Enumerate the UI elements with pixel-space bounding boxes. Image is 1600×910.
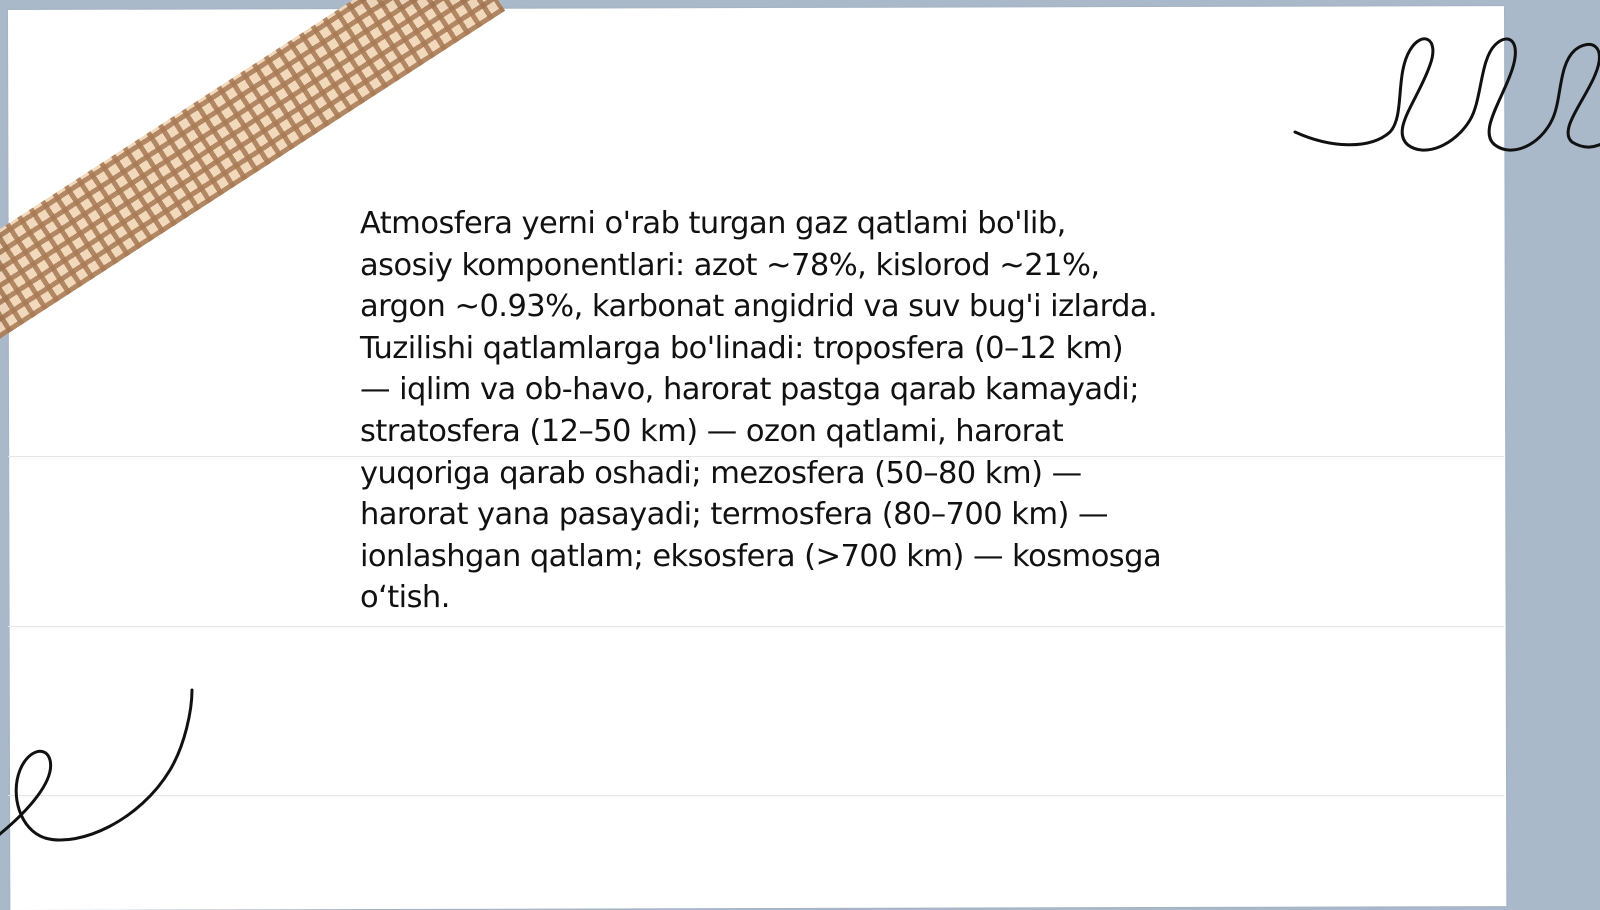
body-text: Atmosfera yerni o'rab turgan gaz qatlami bo'lib, asosiy komponentlari: azot ~78%, kislorod ~21%, argon ~0.93%, karbonat angidrid va suv bug'i izlarda. Tuzilishi qatlamlarga bo'linadi: troposfera (0–12 km) — iqlim va ob-havo, harorat pastga qarab kamayadi; stratosfera (12–50 km) — ozon qatlami, harorat yuqoriga qarab oshadi; mezosfera (50–80 km) — harorat yana pasayadi; termosfera (80–700 km) — ionlashgan qatlam; eksosfera (>700 km) — kosmosga o‘tish. <box>360 206 1162 616</box>
loop-squiggle-icon <box>0 690 200 850</box>
paper-fold-line <box>8 795 1504 796</box>
loop-squiggle-icon <box>1290 20 1600 170</box>
paper-fold-line <box>8 626 1504 627</box>
